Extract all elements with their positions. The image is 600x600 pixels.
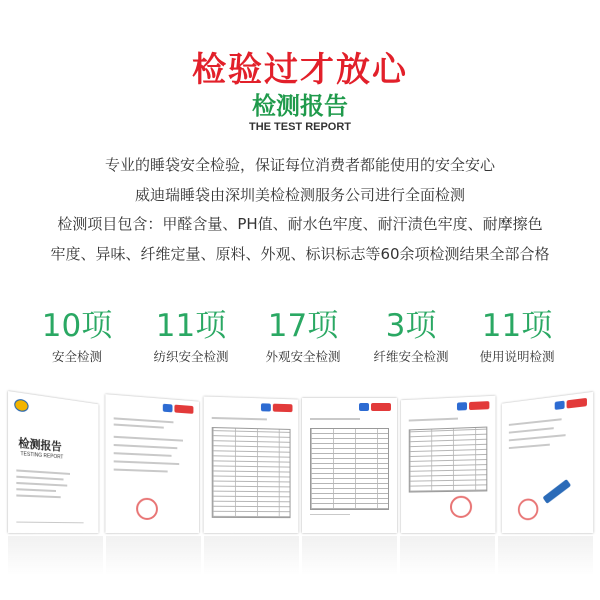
stat-appearance-safety xyxy=(248,306,358,366)
stat-value: 17项 xyxy=(267,308,339,344)
stat-fiber-safety xyxy=(356,306,466,366)
text-line xyxy=(114,460,180,465)
reflection xyxy=(400,536,495,576)
seal-stamp-icon xyxy=(136,498,158,520)
stat-value: 11项 xyxy=(155,308,227,344)
stat-safety xyxy=(22,306,132,366)
cma-badge-icon xyxy=(567,398,587,409)
seal-stamp-icon xyxy=(450,496,472,518)
text-line xyxy=(509,434,566,441)
stat-instructions xyxy=(462,306,572,366)
seal-stamp-icon xyxy=(518,498,538,520)
reflection xyxy=(204,536,299,576)
cma-badge-icon xyxy=(174,405,193,414)
report-cover-title: 检测报告 xyxy=(18,436,62,454)
text-line xyxy=(16,476,63,481)
text-line xyxy=(16,469,70,475)
ilac-badge-icon xyxy=(163,404,173,413)
text-line xyxy=(310,418,360,420)
cma-badge-icon xyxy=(469,401,489,410)
stat-label: 使用说明检测 xyxy=(479,349,555,364)
text-line xyxy=(509,418,562,426)
reflection xyxy=(106,536,201,576)
stat-value: 10项 xyxy=(41,308,113,344)
text-line xyxy=(114,452,172,457)
stat-value: 3项 xyxy=(385,308,437,344)
report-page-3[interactable] xyxy=(204,396,299,533)
report-page-2[interactable] xyxy=(105,394,199,533)
reflection xyxy=(302,536,397,576)
text-line xyxy=(114,444,178,449)
description-line-1: 专业的睡袋安全检验，保证每位消费者都能使用的安全安心 xyxy=(104,156,495,174)
cma-badge-icon xyxy=(273,404,293,413)
text-line xyxy=(16,494,60,498)
section-subtitle-en: THE TEST REPORT xyxy=(248,121,352,133)
text-line xyxy=(114,469,168,473)
results-table xyxy=(212,427,291,518)
report-gallery xyxy=(8,398,594,590)
section-subtitle: 检测报告 xyxy=(252,92,348,120)
text-line xyxy=(212,417,267,420)
text-line xyxy=(16,482,67,487)
text-line xyxy=(114,436,183,442)
stats-row xyxy=(0,306,600,370)
results-table xyxy=(409,427,488,493)
ilac-badge-icon xyxy=(457,402,467,410)
report-cover-title-en: TESTING REPORT xyxy=(20,451,64,461)
report-page-6[interactable] xyxy=(502,392,593,533)
stat-value: 11项 xyxy=(481,308,553,344)
report-page-5[interactable] xyxy=(401,396,496,533)
text-line xyxy=(409,418,458,422)
text-line xyxy=(16,488,56,492)
reflection xyxy=(498,536,593,576)
text-line xyxy=(509,427,554,433)
text-line xyxy=(114,423,164,428)
product-photo-icon xyxy=(543,479,572,504)
stat-label: 安全检测 xyxy=(51,349,102,364)
text-line xyxy=(16,522,83,524)
description-line-3: 检测项目包含：甲醛含量、PH值、耐水色牢度、耐汗渍色牢度、耐摩擦色 xyxy=(57,215,543,233)
text-line xyxy=(310,514,350,515)
report-page-cover[interactable] xyxy=(8,391,99,533)
text-line xyxy=(509,444,550,449)
stat-label: 纺织安全检测 xyxy=(153,349,229,364)
stat-textile-safety xyxy=(136,306,246,366)
ilac-badge-icon xyxy=(261,403,271,411)
description-line-4: 牢度、异味、纤维定量、原料、外观、标识标志等60余项检测结果全部合格 xyxy=(50,245,550,263)
cma-badge-icon xyxy=(371,403,391,411)
stat-label: 纤维安全检测 xyxy=(373,349,449,364)
results-table xyxy=(310,428,389,510)
text-line xyxy=(114,417,174,423)
ilac-badge-icon xyxy=(359,403,369,411)
lab-logo-icon xyxy=(14,398,28,412)
description-line-2: 威迪瑞睡袋由深圳美检检测服务公司进行全面检测 xyxy=(134,186,465,204)
report-page-4[interactable] xyxy=(302,398,397,533)
ilac-badge-icon xyxy=(555,401,565,410)
reflection xyxy=(8,536,103,576)
page-title: 检验过才放心 xyxy=(192,50,408,90)
stat-label: 外观安全检测 xyxy=(265,349,341,364)
